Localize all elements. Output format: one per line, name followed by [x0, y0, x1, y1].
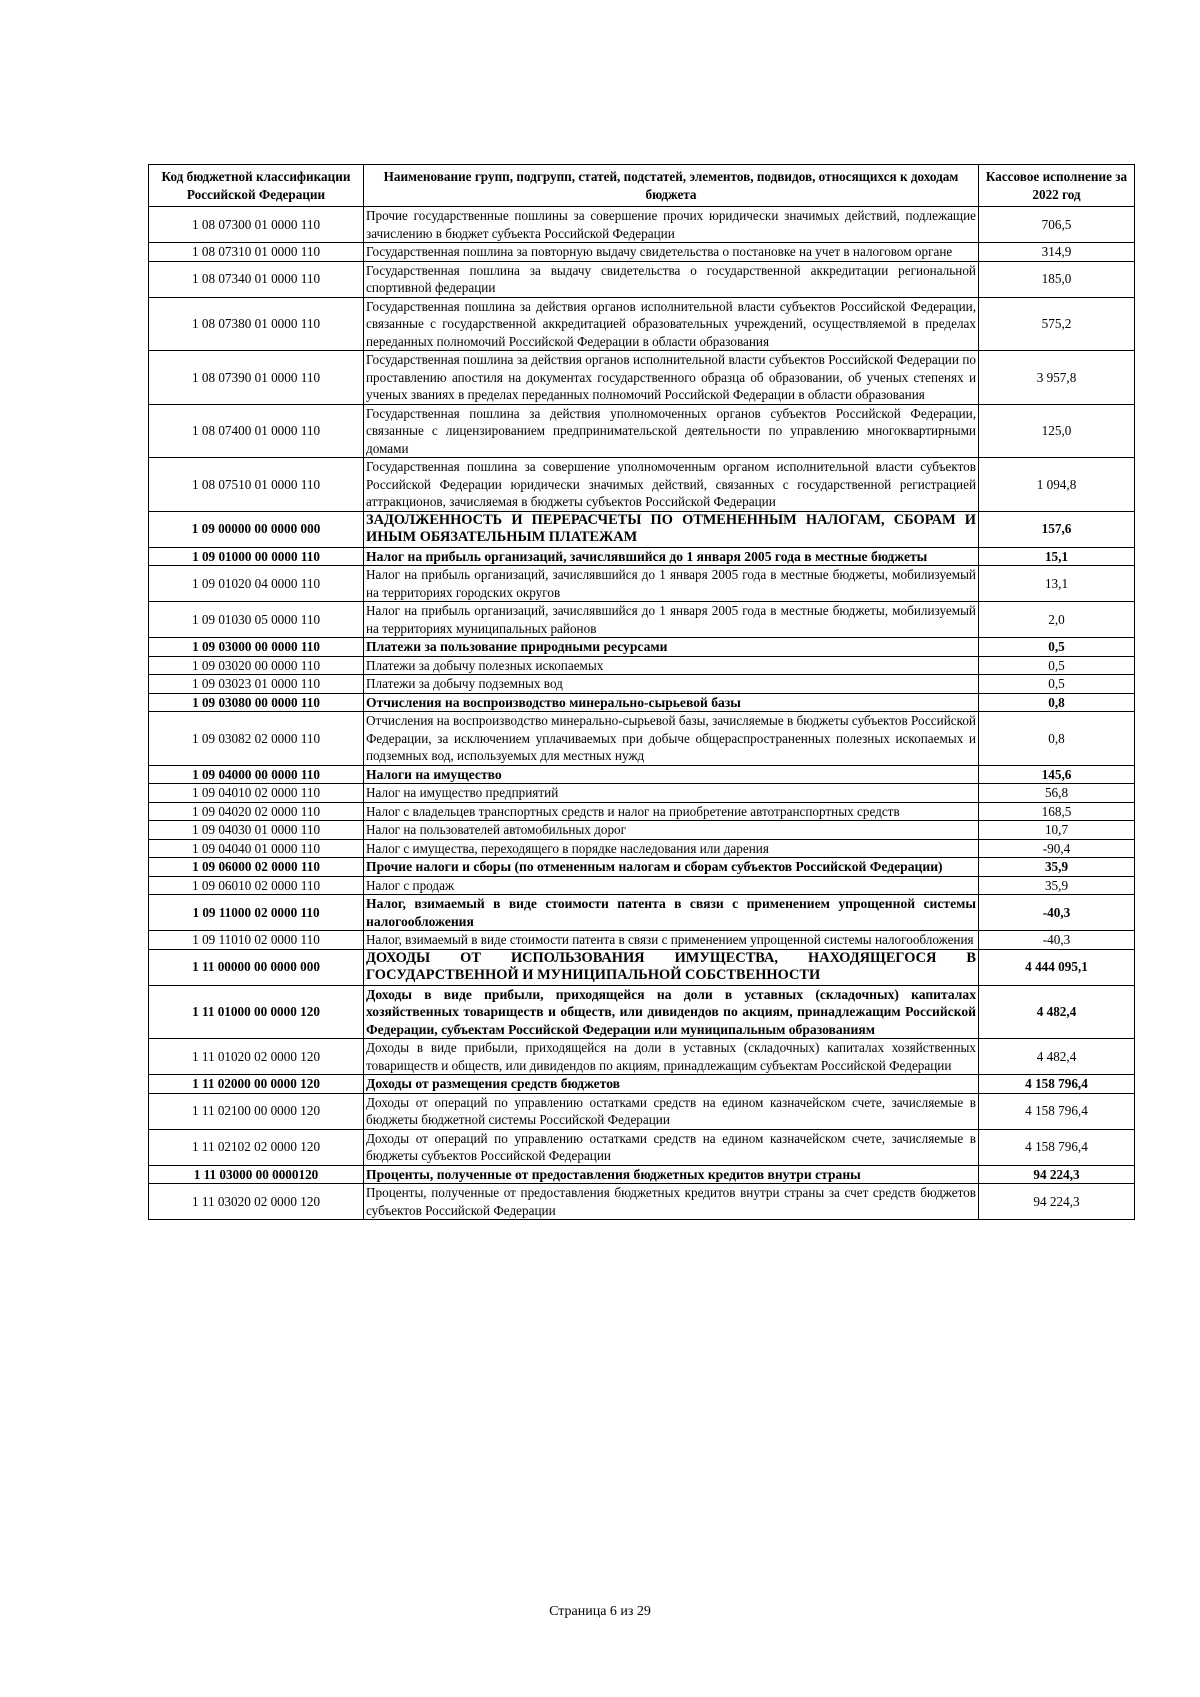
value-cell: 2,0 — [979, 602, 1135, 638]
header-row — [149, 165, 1135, 207]
value-cell: 1 094,8 — [979, 458, 1135, 512]
table-row — [149, 1075, 1135, 1094]
value-cell: 0,5 — [979, 675, 1135, 694]
name-cell: Проценты, полученные от предоставления бюджетных кредитов внутри страны — [364, 1165, 979, 1184]
code-cell: 1 09 03023 01 0000 110 — [149, 675, 364, 694]
name-cell: Доходы от операций по управлению остатками средств на едином казначейском счете, зачисляемые в бюджеты субъектов Российской Федерации — [364, 1129, 979, 1165]
value-cell: 168,5 — [979, 802, 1135, 821]
value-cell: 4 482,4 — [979, 1039, 1135, 1075]
name-cell: Платежи за добычу полезных ископаемых — [364, 656, 979, 675]
value-cell: 575,2 — [979, 297, 1135, 351]
table-row — [149, 547, 1135, 566]
code-cell: 1 09 06000 02 0000 110 — [149, 858, 364, 877]
name-cell: Государственная пошлина за действия органов исполнительной власти субъектов Российской Федерации, связанные с государственной аккредитацией образовательных учреждений, осуществляемой в пределах переданных полномочий Российской Федерации в области образования — [364, 297, 979, 351]
table-row — [149, 1093, 1135, 1129]
table-row — [149, 1184, 1135, 1220]
value-cell: 4 158 796,4 — [979, 1075, 1135, 1094]
table-body — [149, 207, 1135, 1220]
name-cell: Платежи за добычу подземных вод — [364, 675, 979, 694]
value-cell: 314,9 — [979, 243, 1135, 262]
code-cell: 1 08 07310 01 0000 110 — [149, 243, 364, 262]
page-number: Страница 6 из 29 — [549, 1604, 651, 1619]
table-row — [149, 693, 1135, 712]
code-cell: 1 09 01020 04 0000 110 — [149, 566, 364, 602]
name-cell: Налог с имущества, переходящего в порядке наследования или дарения — [364, 839, 979, 858]
code-cell: 1 08 07400 01 0000 110 — [149, 404, 364, 458]
table-row — [149, 765, 1135, 784]
header-name: Наименование групп, подгрупп, статей, подстатей, элементов, подвидов, относящихся к доходам бюджета — [364, 165, 979, 207]
code-cell: 1 09 04020 02 0000 110 — [149, 802, 364, 821]
code-cell: 1 11 03020 02 0000 120 — [149, 1184, 364, 1220]
code-cell: 1 11 00000 00 0000 000 — [149, 949, 364, 985]
table-row — [149, 784, 1135, 803]
code-cell: 1 11 03000 00 0000120 — [149, 1165, 364, 1184]
table-row — [149, 876, 1135, 895]
value-cell: 13,1 — [979, 566, 1135, 602]
table-row — [149, 802, 1135, 821]
table-row — [149, 895, 1135, 931]
table-row — [149, 931, 1135, 950]
table-row — [149, 712, 1135, 766]
value-cell: 0,8 — [979, 693, 1135, 712]
code-cell: 1 11 02102 02 0000 120 — [149, 1129, 364, 1165]
value-cell: 185,0 — [979, 261, 1135, 297]
value-cell: -40,3 — [979, 931, 1135, 950]
name-cell: Государственная пошлина за действия уполномоченных органов субъектов Российской Федерации, связанные с лицензированием предпринимательской деятельности по управлению многоквартирными домами — [364, 404, 979, 458]
value-cell: 94 224,3 — [979, 1184, 1135, 1220]
table-row — [149, 858, 1135, 877]
name-cell: Налог на прибыль организаций, зачислявшийся до 1 января 2005 года в местные бюджеты — [364, 547, 979, 566]
code-cell: 1 08 07340 01 0000 110 — [149, 261, 364, 297]
code-cell: 1 09 03000 00 0000 110 — [149, 638, 364, 657]
code-cell: 1 08 07390 01 0000 110 — [149, 351, 364, 405]
name-cell: Проценты, полученные от предоставления бюджетных кредитов внутри страны за счет средств бюджетов субъектов Российской Федерации — [364, 1184, 979, 1220]
code-cell: 1 09 00000 00 0000 000 — [149, 511, 364, 547]
table-row — [149, 1129, 1135, 1165]
table-row — [149, 351, 1135, 405]
code-cell: 1 11 01000 00 0000 120 — [149, 985, 364, 1039]
table-row — [149, 638, 1135, 657]
name-cell: Налог на имущество предприятий — [364, 784, 979, 803]
table-row — [149, 458, 1135, 512]
value-cell: 4 482,4 — [979, 985, 1135, 1039]
code-cell: 1 11 02000 00 0000 120 — [149, 1075, 364, 1094]
name-cell: Доходы от операций по управлению остатками средств на едином казначейском счете, зачисляемые в бюджеты бюджетной системы Российской Федерации — [364, 1093, 979, 1129]
value-cell: 35,9 — [979, 876, 1135, 895]
code-cell: 1 08 07510 01 0000 110 — [149, 458, 364, 512]
code-cell: 1 08 07380 01 0000 110 — [149, 297, 364, 351]
name-cell: Государственная пошлина за совершение уполномоченным органом исполнительной власти субъектов Российской Федерации юридически значимых действий, связанных с государственной регистрацией аттракционов, зачисляемая в бюджеты субъектов Российской Федерации — [364, 458, 979, 512]
table-row — [149, 839, 1135, 858]
value-cell: -40,3 — [979, 895, 1135, 931]
name-cell: Прочие налоги и сборы (по отмененным налогам и сборам субъектов Российской Федерации) — [364, 858, 979, 877]
value-cell: 4 444 095,1 — [979, 949, 1135, 985]
name-cell: Платежи за пользование природными ресурсами — [364, 638, 979, 657]
table-row — [149, 297, 1135, 351]
name-cell: Налоги на имущество — [364, 765, 979, 784]
code-cell: 1 11 01020 02 0000 120 — [149, 1039, 364, 1075]
table-row — [149, 566, 1135, 602]
code-cell: 1 09 11010 02 0000 110 — [149, 931, 364, 950]
value-cell: 15,1 — [979, 547, 1135, 566]
value-cell: -90,4 — [979, 839, 1135, 858]
value-cell: 56,8 — [979, 784, 1135, 803]
value-cell: 10,7 — [979, 821, 1135, 840]
value-cell: 4 158 796,4 — [979, 1129, 1135, 1165]
name-cell: Доходы в виде прибыли, приходящейся на доли в уставных (складочных) капиталах хозяйственных товариществ и обществ, или дивидендов по акциям, принадлежащим Российской Федерации, субъектам Российской Федерации или муниципальным образованиям — [364, 985, 979, 1039]
name-cell: Налог, взимаемый в виде стоимости патента в связи с применением упрощенной системы налогообложения — [364, 931, 979, 950]
name-cell: Государственная пошлина за повторную выдачу свидетельства о постановке на учет в налоговом органе — [364, 243, 979, 262]
code-cell: 1 11 02100 00 0000 120 — [149, 1093, 364, 1129]
code-cell: 1 09 01000 00 0000 110 — [149, 547, 364, 566]
header-code: Код бюджетной классификации Российской Федерации — [149, 165, 364, 207]
code-cell: 1 09 03082 02 0000 110 — [149, 712, 364, 766]
name-cell: Налог, взимаемый в виде стоимости патента в связи с применением упрощенной системы налогообложения — [364, 895, 979, 931]
table-row — [149, 207, 1135, 243]
code-cell: 1 08 07300 01 0000 110 — [149, 207, 364, 243]
code-cell: 1 09 11000 02 0000 110 — [149, 895, 364, 931]
table-row — [149, 656, 1135, 675]
name-cell: Отчисления на воспроизводство минерально-сырьевой базы — [364, 693, 979, 712]
table-row — [149, 404, 1135, 458]
code-cell: 1 09 04040 01 0000 110 — [149, 839, 364, 858]
name-cell: ДОХОДЫ ОТ ИСПОЛЬЗОВАНИЯ ИМУЩЕСТВА, НАХОДЯЩЕГОСЯ В ГОСУДАРСТВЕННОЙ И МУНИЦИПАЛЬНОЙ СОБСТВЕННОСТИ — [364, 949, 979, 985]
budget-table — [148, 164, 1135, 1220]
value-cell: 157,6 — [979, 511, 1135, 547]
value-cell: 3 957,8 — [979, 351, 1135, 405]
table-row — [149, 949, 1135, 985]
name-cell: Государственная пошлина за выдачу свидетельства о государственной аккредитации региональной спортивной федерации — [364, 261, 979, 297]
code-cell: 1 09 04000 00 0000 110 — [149, 765, 364, 784]
name-cell: Налог на пользователей автомобильных дорог — [364, 821, 979, 840]
table-row — [149, 821, 1135, 840]
name-cell: Отчисления на воспроизводство минерально-сырьевой базы, зачисляемые в бюджеты субъектов Российской Федерации, за исключением уплачиваемых при добыче общераспространенных полезных ископаемых и подземных вод, используемых для местных нужд — [364, 712, 979, 766]
code-cell: 1 09 06010 02 0000 110 — [149, 876, 364, 895]
value-cell: 4 158 796,4 — [979, 1093, 1135, 1129]
name-cell: Доходы в виде прибыли, приходящейся на доли в уставных (складочных) капиталах хозяйственных товариществ и обществ, или дивидендов по акциям, принадлежащим субъектам Российской Федерации — [364, 1039, 979, 1075]
value-cell: 145,6 — [979, 765, 1135, 784]
value-cell: 94 224,3 — [979, 1165, 1135, 1184]
table-row — [149, 1165, 1135, 1184]
code-cell: 1 09 03020 00 0000 110 — [149, 656, 364, 675]
name-cell: Доходы от размещения средств бюджетов — [364, 1075, 979, 1094]
value-cell: 0,5 — [979, 638, 1135, 657]
name-cell: Налог с владельцев транспортных средств и налог на приобретение автотранспортных средств — [364, 802, 979, 821]
table-row — [149, 985, 1135, 1039]
value-cell: 706,5 — [979, 207, 1135, 243]
code-cell: 1 09 01030 05 0000 110 — [149, 602, 364, 638]
table-row — [149, 261, 1135, 297]
header-value: Кассовое исполнение за 2022 год — [979, 165, 1135, 207]
name-cell: Прочие государственные пошлины за совершение прочих юридически значимых действий, подлежащие зачислению в бюджет субъекта Российской Федерации — [364, 207, 979, 243]
value-cell: 0,5 — [979, 656, 1135, 675]
code-cell: 1 09 04010 02 0000 110 — [149, 784, 364, 803]
table-row — [149, 511, 1135, 547]
name-cell: Налог с продаж — [364, 876, 979, 895]
name-cell: ЗАДОЛЖЕННОСТЬ И ПЕРЕРАСЧЕТЫ ПО ОТМЕНЕННЫМ НАЛОГАМ, СБОРАМ И ИНЫМ ОБЯЗАТЕЛЬНЫМ ПЛАТЕЖАМ — [364, 511, 979, 547]
table-row — [149, 243, 1135, 262]
code-cell: 1 09 04030 01 0000 110 — [149, 821, 364, 840]
value-cell: 35,9 — [979, 858, 1135, 877]
table-row — [149, 675, 1135, 694]
table-row — [149, 1039, 1135, 1075]
value-cell: 0,8 — [979, 712, 1135, 766]
table-row — [149, 602, 1135, 638]
value-cell: 125,0 — [979, 404, 1135, 458]
code-cell: 1 09 03080 00 0000 110 — [149, 693, 364, 712]
name-cell: Государственная пошлина за действия органов исполнительной власти субъектов Российской Федерации по проставлению апостиля на документах государственного образца об образовании, об ученых степенях и ученых званиях в пределах переданных полномочий Российской Федерации в области образования — [364, 351, 979, 405]
name-cell: Налог на прибыль организаций, зачислявшийся до 1 января 2005 года в местные бюджеты, мобилизуемый на территориях муниципальных районов — [364, 602, 979, 638]
name-cell: Налог на прибыль организаций, зачислявшийся до 1 января 2005 года в местные бюджеты, мобилизуемый на территориях городских округов — [364, 566, 979, 602]
